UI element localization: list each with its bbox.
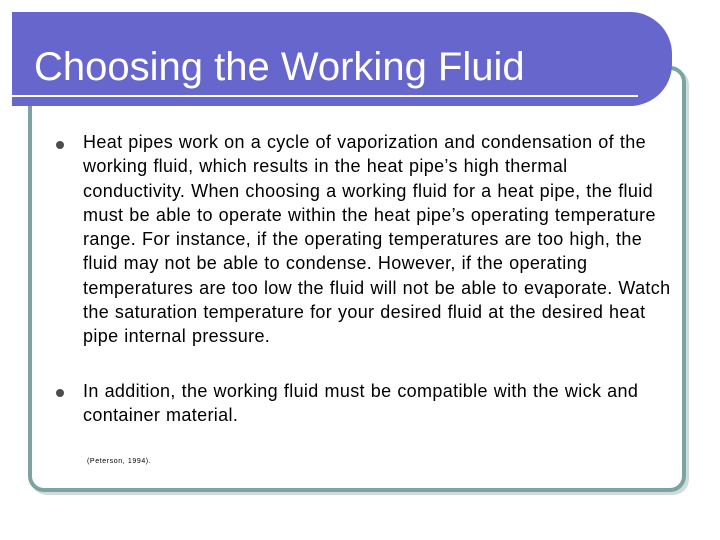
bullet-dot-icon: [56, 389, 64, 397]
title-bar: [12, 12, 672, 106]
bullet-text-1: Heat pipes work on a cycle of vaporization and condensation of the working fluid, which results in the heat pipe’s high thermal conductivity. When choosing a working fluid for a heat pipe, the fluid must be able to operate within the heat pipe’s operating temperature range. For instance, if the operating temperatures are too high, the fluid may not be able to condense. However, if the operating temperatures are too low the fluid will not be able to evaporate. Watch the saturation temperature for your desired fluid at the desired heat pipe internal pressure.: [83, 132, 671, 347]
bullet-text-2: In addition, the working fluid must be compatible with the wick and container material.: [83, 381, 639, 426]
slide-title: Choosing the Working Fluid: [34, 45, 525, 89]
citation: (Peterson, 1994).: [87, 458, 152, 465]
title-underline: [12, 95, 638, 97]
bullet-dot-icon: [56, 141, 64, 149]
